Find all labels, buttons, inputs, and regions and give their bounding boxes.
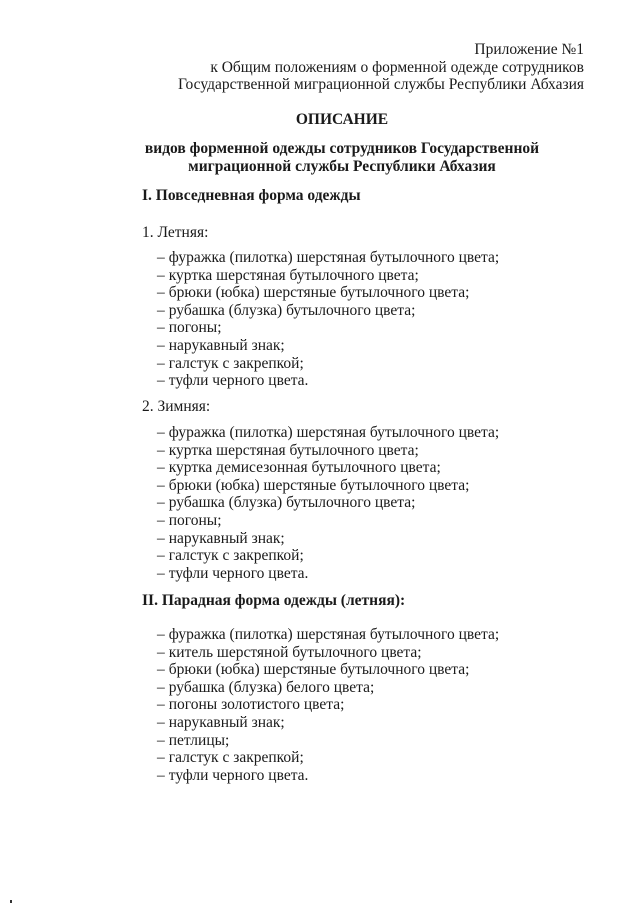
list-item <box>157 565 499 583</box>
dash-marker: – <box>157 511 165 529</box>
list-item-text: фуражка (пилотка) шерстяная бутылочного цвета; <box>168 249 500 266</box>
section-heading-everyday: I. Повседневная форма одежды <box>142 187 361 204</box>
list-item-text: погоны золотистого цвета; <box>168 696 345 714</box>
list-item-text: погоны; <box>168 319 222 337</box>
list-item-text: рубашка (блузка) бутылочного цвета; <box>168 494 416 512</box>
subtitle-line-1: видов форменной одежды сотрудников Государственной <box>144 140 540 157</box>
list-item-text: туфли черного цвета. <box>168 564 309 582</box>
document-title: ОПИСАНИЕ <box>295 111 389 128</box>
list-item <box>157 249 499 267</box>
dash-marker: – <box>157 249 165 266</box>
list-item <box>157 530 499 548</box>
list-item-text: нарукавный знак; <box>168 713 285 731</box>
dash-marker: – <box>157 441 165 459</box>
list-item-text: галстук с закрепкой; <box>168 547 304 565</box>
dash-marker: – <box>157 301 165 319</box>
section-heading-parade: II. Парадная форма одежды (летняя): <box>142 592 406 609</box>
list-item <box>157 424 499 442</box>
list-item <box>157 714 499 732</box>
list-item <box>157 477 499 495</box>
dash-marker: – <box>157 547 165 565</box>
document-subtitle <box>0 140 640 175</box>
list-item-text: рубашка (блузка) белого цвета; <box>168 678 375 696</box>
list-item-text: китель шерстяной бутылочного цвета; <box>168 643 422 661</box>
dash-marker: – <box>157 424 165 441</box>
appendix-reference-line-1: к Общим положениям о форменной одежде сотрудников <box>210 58 584 76</box>
subsection-heading-winter: 2. Зимняя: <box>142 398 211 415</box>
dash-marker: – <box>157 336 165 354</box>
list-item <box>157 337 499 355</box>
list-item-text: фуражка (пилотка) шерстяная бутылочного цвета; <box>168 424 500 441</box>
list-item <box>157 732 499 750</box>
list-item <box>157 547 499 565</box>
list-item <box>157 767 499 785</box>
dash-marker: – <box>157 284 165 302</box>
dash-marker: – <box>157 713 165 731</box>
list-item <box>157 355 499 373</box>
winter-uniform-list <box>157 424 499 582</box>
list-item-text: нарукавный знак; <box>168 529 285 547</box>
list-item <box>157 459 499 477</box>
dash-marker: – <box>157 626 165 643</box>
list-item <box>157 512 499 530</box>
dash-marker: – <box>157 459 165 477</box>
dash-marker: – <box>157 731 165 749</box>
list-item <box>157 284 499 302</box>
dash-marker: – <box>157 494 165 512</box>
appendix-number: Приложение №1 <box>474 41 584 58</box>
list-item-text: брюки (юбка) шерстяные бутылочного цвета; <box>168 661 470 679</box>
list-item-text: галстук с закрепкой; <box>168 354 304 372</box>
list-item-text: туфли черного цвета. <box>168 372 309 390</box>
dash-marker: – <box>157 749 165 767</box>
list-item <box>157 372 499 390</box>
dash-marker: – <box>157 476 165 494</box>
list-item <box>157 302 499 320</box>
appendix-reference-line-2: Государственной миграционной службы Республики Абхазия <box>177 76 584 93</box>
appendix-header <box>178 41 584 94</box>
list-item-text: брюки (юбка) шерстяные бутылочного цвета; <box>168 476 470 494</box>
list-item-text: галстук с закрепкой; <box>168 749 304 767</box>
list-item <box>157 267 499 285</box>
list-item <box>157 696 499 714</box>
dash-marker: – <box>157 696 165 714</box>
list-item-text: петлицы; <box>168 731 230 749</box>
list-item-text: куртка шерстяная бутылочного цвета; <box>168 266 419 284</box>
subsection-heading-summer: 1. Летняя: <box>142 224 209 241</box>
list-item <box>157 679 499 697</box>
list-item-text: куртка демисезонная бутылочного цвета; <box>168 459 441 477</box>
list-item-text: брюки (юбка) шерстяные бутылочного цвета; <box>168 284 470 302</box>
dash-marker: – <box>157 564 165 582</box>
list-item-text: погоны; <box>168 511 222 529</box>
list-item <box>157 749 499 767</box>
dash-marker: – <box>157 529 165 547</box>
list-item <box>157 494 499 512</box>
list-item-text: туфли черного цвета. <box>168 766 309 784</box>
dash-marker: – <box>157 266 165 284</box>
list-item <box>157 661 499 679</box>
dash-marker: – <box>157 678 165 696</box>
list-item-text: рубашка (блузка) бутылочного цвета; <box>168 301 416 319</box>
summer-uniform-list <box>157 249 499 390</box>
list-item-text: нарукавный знак; <box>168 336 285 354</box>
list-item <box>157 319 499 337</box>
dash-marker: – <box>157 766 165 784</box>
list-item-text: фуражка (пилотка) шерстяная бутылочного цвета; <box>168 626 500 643</box>
list-item <box>157 644 499 662</box>
dash-marker: – <box>157 319 165 337</box>
list-item <box>157 626 499 644</box>
parade-uniform-list <box>157 626 499 784</box>
scan-artifact <box>10 900 12 903</box>
dash-marker: – <box>157 372 165 390</box>
dash-marker: – <box>157 354 165 372</box>
dash-marker: – <box>157 661 165 679</box>
dash-marker: – <box>157 643 165 661</box>
list-item-text: куртка шерстяная бутылочного цвета; <box>168 441 419 459</box>
subtitle-line-2: миграционной службы Республики Абхазия <box>188 157 496 175</box>
list-item <box>157 442 499 460</box>
